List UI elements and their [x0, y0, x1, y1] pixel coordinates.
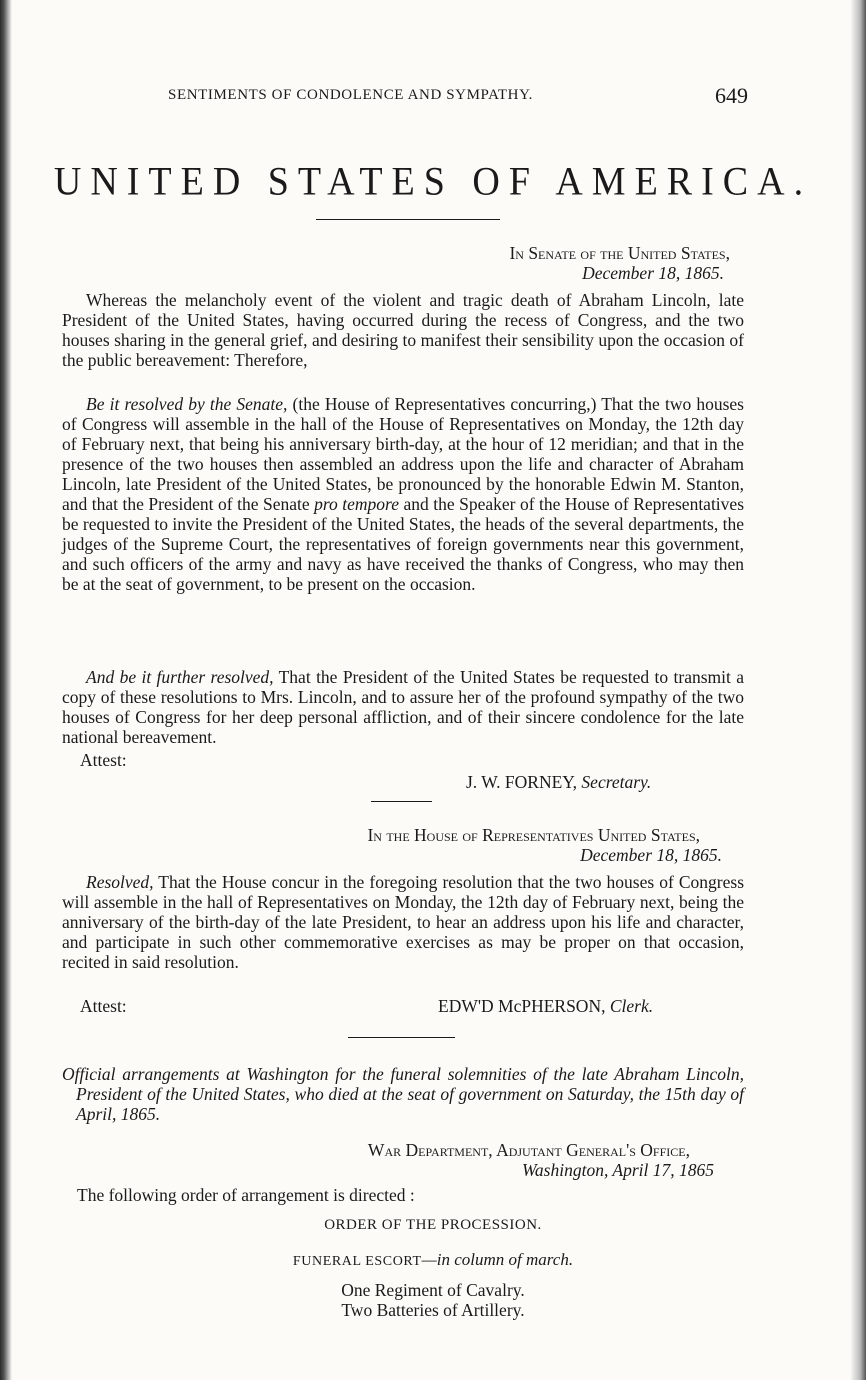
- document-title: UNITED STATES OF AMERICA.: [53, 159, 813, 205]
- senate-further-resolution: And be it further resolved, That the President of the United States be requested to transmit a copy of these resolutions to Mrs. Lincoln, and to assure her of the profound sympathy of the two houses of Congress for her deep personal affliction, and of their sincere condolence for the late national bereavement.: [62, 667, 745, 747]
- senate-place: In Senate of the United States,: [509, 243, 730, 263]
- procession-item-2: Two Batteries of Artillery.: [341, 1300, 525, 1320]
- funeral-escort-line: FUNERAL ESCORT—in column of march.: [292, 1250, 574, 1269]
- house-place: In the House of Representatives United States,: [367, 825, 700, 845]
- senate-resolution: Be it resolved by the Senate, (the House of Representatives concurring,) That the two houses of Congress will assemble in the hall of the House of Representatives on Monday, the 12th day of February next, that being his anniversary birth-day, at the hour of 12 meridian; and that in the presence of the two houses then assembled an address upon the life and character of Abraham Lincoln, late President of the United States, be pronounced by the honorable Edwin M. Stanton, and that the President of the Senate pro tempore and the Speaker of the House of Representatives be requested to invite the President of the United States, the heads of the several departments, the judges of the Supreme Court, the representatives of foreign governments near this government, and such officers of the army and navy as have received the thanks of Congress, who may then be at the seat of government, to be present on the occasion.: [62, 394, 744, 594]
- senate-preamble: Whereas the melancholy event of the violent and tragic death of Abraham Lincoln, late President of the United States, having occurred during the recess of Congress, and the two houses sharing in the general grief, and desiring to manifest their sensibility upon the occasion of the public bereavement: Therefore,: [62, 290, 744, 370]
- section-rule: [371, 801, 432, 802]
- house-heading: [180, 825, 744, 865]
- senate-signature: J. W. FORNEY, Secretary.: [466, 772, 652, 792]
- house-resolution: Resolved, That the House concur in the foregoing resolution that the two houses of Congress will assemble in the hall of Representatives on Monday, the 12th day of February next, being the anniversary of the birth-day of the late President, to hear an address upon his life and character, and participate in such other commemorative exercises as may be proper on that occasion, recited in said resolution.: [62, 872, 744, 972]
- procession-title: ORDER OF THE PROCESSION.: [324, 1217, 542, 1233]
- title-rule: [316, 219, 500, 220]
- senate-date: December 18, 1865.: [582, 263, 724, 283]
- house-attest: Attest:: [80, 996, 127, 1016]
- procession-item-1: One Regiment of Cavalry.: [341, 1280, 525, 1300]
- order-directive: The following order of arrangement is directed :: [77, 1185, 415, 1205]
- running-header: [168, 83, 748, 108]
- section-rule-2: [348, 1037, 455, 1038]
- page-outer-edge: [850, 0, 866, 1380]
- running-title: SENTIMENTS OF CONDOLENCE AND SYMPATHY.: [168, 87, 533, 103]
- office-heading: War Department, Adjutant General's Office, Washington, April 17, 1865: [367, 1140, 714, 1180]
- arrangements-heading: Official arrangements at Washington for the funeral solemnities of the late Abraham Lincoln, President of the United States, who died at the seat of government on Saturday, the 15th day of April, 1865.: [62, 1064, 744, 1124]
- page-binding-edge: [0, 0, 12, 1380]
- page-number: 649: [715, 83, 748, 108]
- house-signature: EDW'D McPHERSON, Clerk.: [438, 996, 654, 1016]
- senate-heading: [300, 243, 744, 283]
- senate-attest: Attest:: [80, 750, 127, 770]
- resolved-lead: Be it resolved by the Senate,: [86, 394, 288, 414]
- house-date: December 18, 1865.: [580, 845, 722, 865]
